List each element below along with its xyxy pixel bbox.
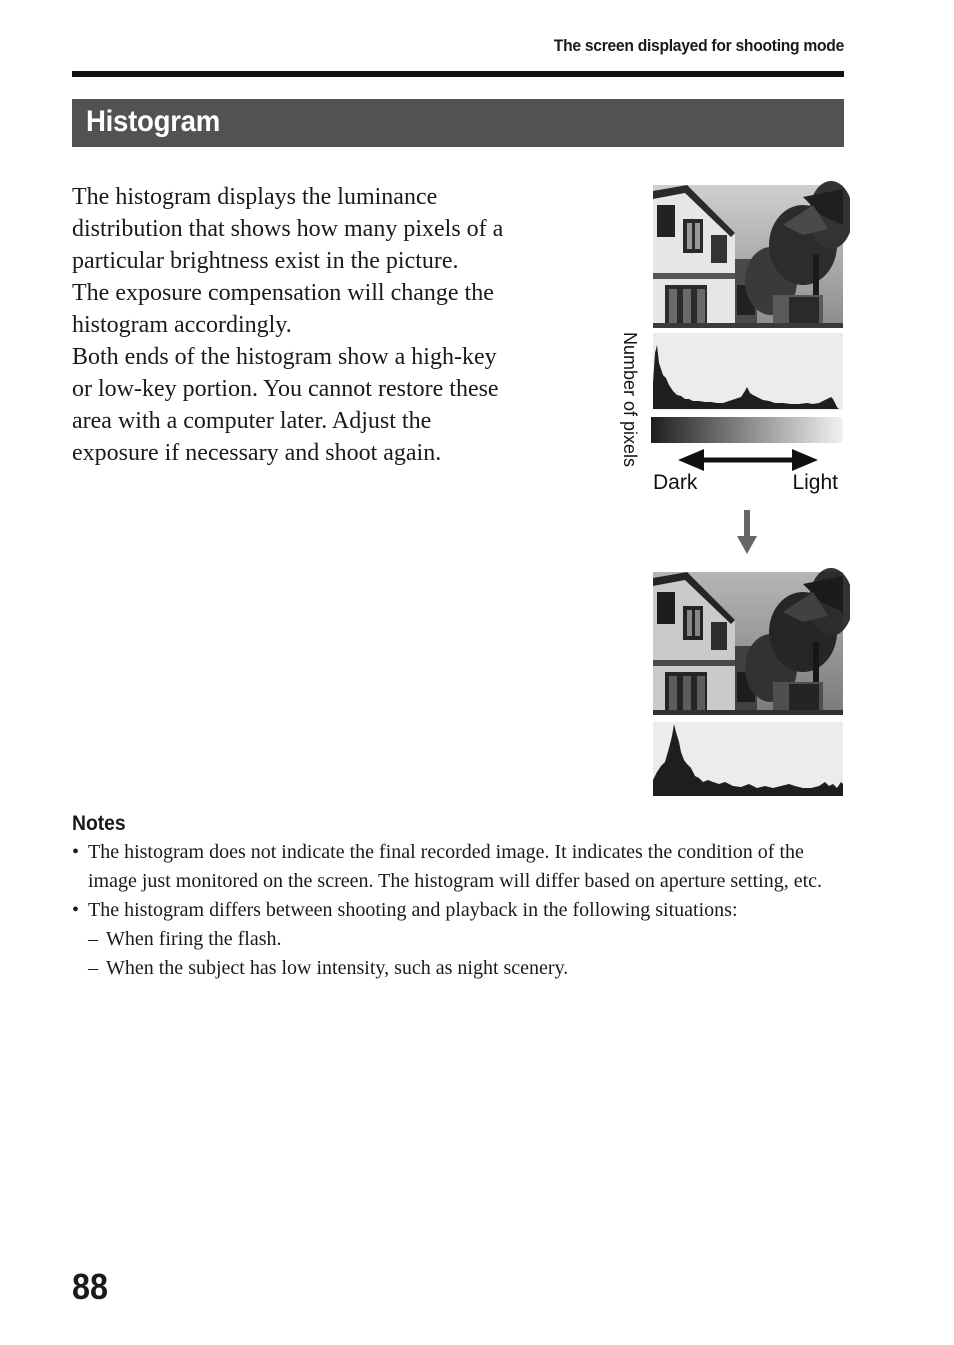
bullet: • bbox=[72, 841, 80, 863]
note-sub-text: When the subject has low intensity, such as night scenery. bbox=[106, 957, 569, 979]
running-head: The screen displayed for shooting mode bbox=[553, 36, 844, 55]
dash: – bbox=[88, 928, 98, 950]
sample-photo-after bbox=[653, 568, 850, 715]
section-title: Histogram bbox=[86, 105, 221, 138]
dark-label: Dark bbox=[653, 471, 698, 494]
header-rule bbox=[72, 71, 844, 77]
body-paragraph: The exposure compensation will change the histogram accordingly. bbox=[72, 280, 494, 338]
histogram-before bbox=[653, 333, 843, 410]
sample-photo-before bbox=[653, 181, 850, 328]
luminance-bar bbox=[651, 417, 843, 443]
note-sub-text: When firing the flash. bbox=[106, 928, 282, 950]
note-text: The histogram differs between shooting and playback in the following situations: bbox=[88, 899, 738, 921]
note-item bbox=[72, 896, 852, 925]
double-arrow-icon bbox=[678, 449, 818, 471]
dash: – bbox=[88, 957, 98, 979]
notes-heading: Notes bbox=[72, 812, 126, 835]
body-text bbox=[72, 181, 512, 469]
note-item bbox=[72, 838, 852, 896]
light-label: Light bbox=[792, 471, 838, 494]
body-paragraph: The histogram displays the luminance distribution that shows how many pixels of a particular brightness exist in the picture. bbox=[72, 184, 504, 274]
down-arrow-icon bbox=[737, 510, 757, 554]
note-sub-item bbox=[72, 954, 852, 983]
histogram-after bbox=[653, 722, 843, 796]
y-axis-label: Number of pixels bbox=[620, 332, 640, 468]
body-paragraph: Both ends of the histogram show a high-key or low-key portion. You cannot restore these area with a computer later. Adjust the exposure if necessary and shoot again. bbox=[72, 344, 499, 466]
page-number: 88 bbox=[72, 1266, 109, 1307]
note-sub-item bbox=[72, 925, 852, 954]
note-text: The histogram does not indicate the final recorded image. It indicates the condition of the image just monitored on the screen. The histogram will differ based on aperture setting, etc. bbox=[88, 841, 823, 892]
bullet: • bbox=[72, 899, 80, 921]
notes-list bbox=[72, 838, 852, 983]
histogram-figure bbox=[620, 180, 850, 810]
